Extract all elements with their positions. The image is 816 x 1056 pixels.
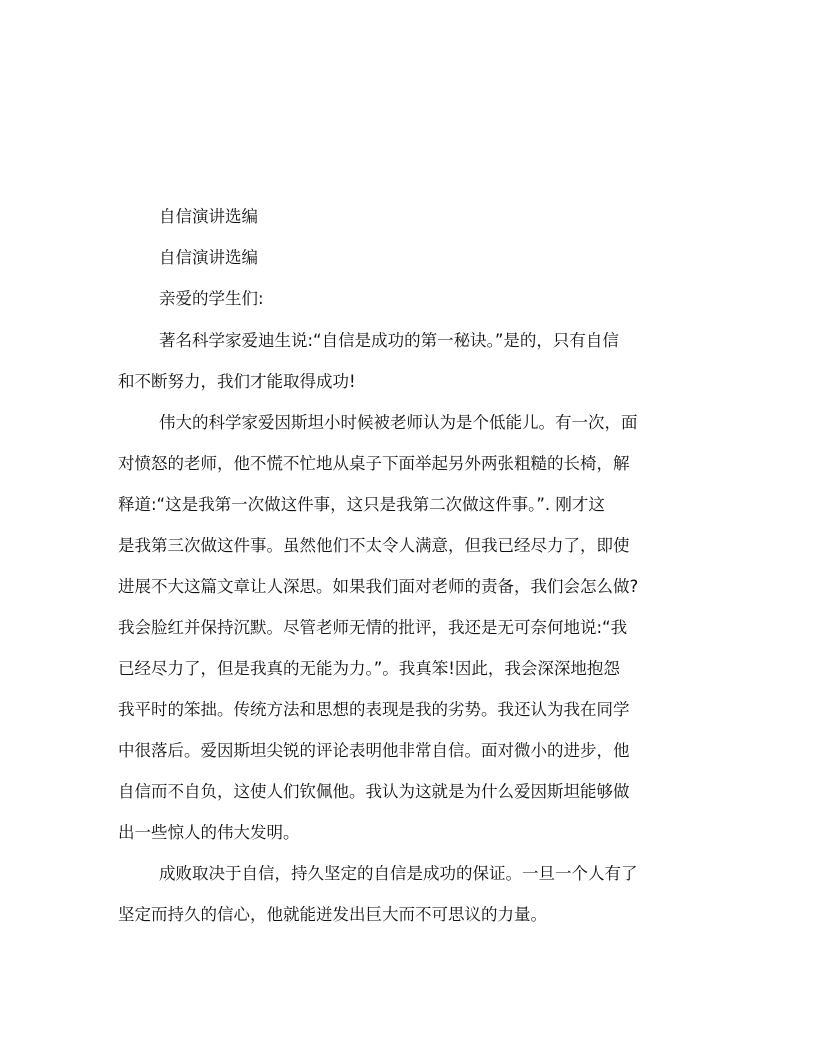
paragraph-line: 伟大的科学家爱因斯坦小时候被老师认为是个低能儿。有一次，面 xyxy=(159,413,638,432)
paragraph-line: 是我第三次做这件事。虽然他们不太令人满意，但我已经尽力了，即使 xyxy=(118,536,630,555)
paragraph-line: 成败取决于自信，持久坚定的自信是成功的保证。一旦一个人有了 xyxy=(159,864,638,883)
document-title: 自信演讲选编 xyxy=(159,207,258,226)
paragraph-line: 著名科学家爱迪生说:“自信是成功的第一秘诀。”是的，只有自信 xyxy=(159,331,619,350)
paragraph-line: 自信而不自负，这使人们钦佩他。我认为这就是为什么爱因斯坦能够做 xyxy=(118,782,630,801)
paragraph-line: 释道:“这是我第一次做这件事，这只是我第二次做这件事。”. 刚才这 xyxy=(118,495,605,514)
paragraph-line: 出一些惊人的伟大发明。 xyxy=(118,823,300,842)
document-page xyxy=(118,0,698,1056)
paragraph-line: 进展不大这篇文章让人深思。如果我们面对老师的责备，我们会怎么做? xyxy=(118,577,639,596)
paragraph-line: 坚定而持久的信心，他就能迸发出巨大而不可思议的力量。 xyxy=(118,905,547,924)
paragraph-line: 中很落后。爱因斯坦尖锐的评论表明他非常自信。面对微小的进步，他 xyxy=(118,741,630,760)
paragraph-line: 已经尽力了，但是我真的无能为力。”。我真笨!因此，我会深深地抱怨 xyxy=(118,659,620,678)
paragraph-line: 我平时的笨拙。传统方法和思想的表现是我的劣势。我还认为我在同学 xyxy=(118,700,630,719)
greeting: 亲爱的学生们: xyxy=(159,289,264,308)
document-subtitle: 自信演讲选编 xyxy=(159,248,258,267)
paragraph-line: 和不断努力，我们才能取得成功! xyxy=(118,372,356,391)
paragraph-line: 对愤怒的老师，他不慌不忙地从桌子下面举起另外两张粗糙的长椅，解 xyxy=(118,454,630,473)
paragraph-line: 我会脸红并保持沉默。尽管老师无情的批评，我还是无可奈何地说:“我 xyxy=(118,618,628,637)
